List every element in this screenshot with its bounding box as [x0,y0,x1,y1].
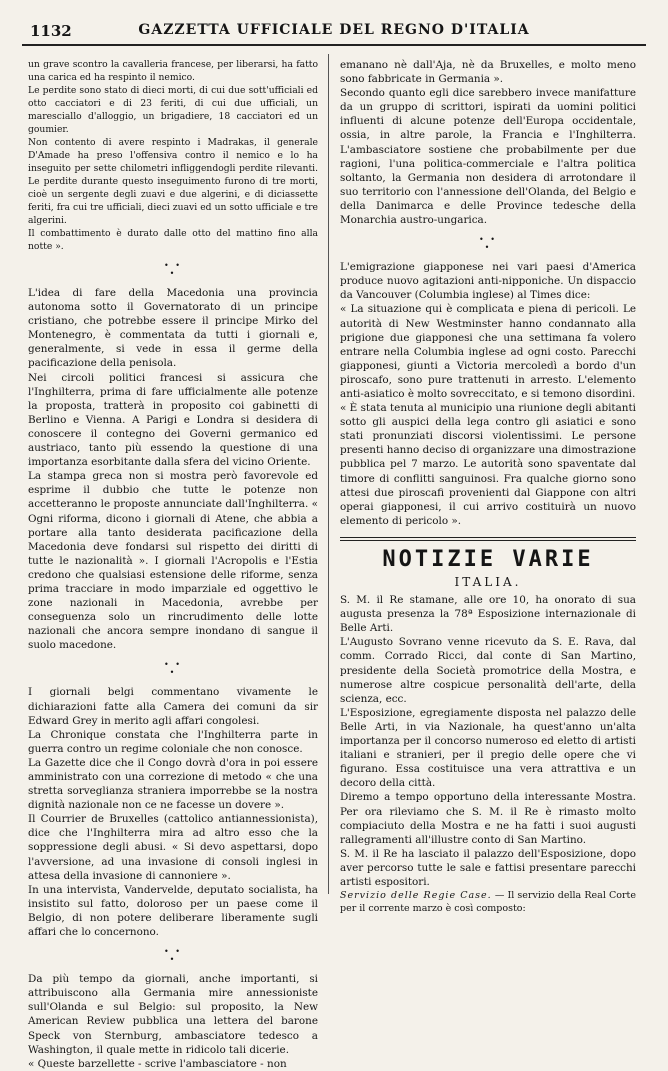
article-paragraph: In una intervista, Vandervelde, deputato socialista, ha insistito sul fatto, doloroso per un paese come il Belgio, di non potere deliberare liberamente sugli affari che lo concernono. [28,883,318,939]
article-paragraph: Da più tempo da giornali, anche importanti, si attribuiscono alla Germania mire annessioniste sull'Olanda e sul Belgio: sul proposito, la New American Review pubblica una lettera del barone Speck von Sternburg, ambasciatore tedesco a Washington, il quale mette in ridicolo tali dicerie. [28,973,318,1056]
article-paragraph: I giornali belgi commentano vivamente le dichiarazioni fatte alla Camera dei comuni da sir Edward Grey in merito agli affari congolesi. [28,686,318,727]
article-paragraph: Il Courrier de Bruxelles (cattolico antiannessionista), dice che l'Inghilterra mira ad altro esso che la soppressione degli abusi. « Si devo aspettarsi, dopo l'avversione, ad una invasione di consoli inglesi in attesa della invasione di cannoniere ». [28,813,318,882]
article-paragraph: Non contento di avere respinto i Madrakas, il generale D'Amade ha preso l'offensiva contro il nemico e lo ha inseguito per sette chilometri infliggendogli perdite rilevanti. Le perdite durante questo inseguimento furono di tre morti, cioè un sergente degli zuavi e due algerini, e di diciassette feriti, fra cui tre ufficiali, dieci zuavi ed un sotto ufficiale e tre algerini. [28,137,318,226]
section-separator: • • • [479,235,497,253]
article-paragraph: « La situazione qui è complicata e piena di pericoli. Le autorità di New Westminster hanno condannato alla prigione due giapponesi che una settimana fa volero entrare nella Columbia inglese ad ogni costo. Parecchi giapponesi, giunti a Victoria mercoledì a bordo d'un piroscafo, sono pure trattenuti in arresto. L'elemento anti-asiatico è molto sovreccitato, e si temono disordini. [340,303,636,400]
article-paragraph: L'emigrazione giapponese nei vari paesi d'America produce nuovo agitazioni anti-nipponiche. Un dispaccio da Vancouver (Columbia inglese) al Times dice: [340,261,636,302]
article-paragraph: Diremo a tempo opportuno della interessante Mostra. Per ora rileviamo che S. M. il Re è rimasto molto compiaciuto della Mostra e ne ha fatti i suoi augusti rallegramenti all'illustre conto di San Martino. [340,791,636,846]
service-text: — Il servizio della Real Corte per il corrente marzo è così composto: [340,890,636,915]
article-paragraph: Nei circoli politici francesi si assicura che l'Inghilterra, prima di fare ufficialmente alle potenze la proposta, tratterà in proposito coi gabinetti di Berlino e Vienna. A Parigi e Londra si desidera di conoscere il contegno dei Governi germanico ed austriaco, tanto più essendo la questione di una importanza esorbitante dalla sfera del vicino Oriente. [28,371,318,469]
article-paragraph: L'Esposizione, egregiamente disposta nel palazzo delle Belle Arti, in via Nazionale, ha quest'anno un'alta importanza per il concorso numeroso ed eletto di artisti italiani e stranieri, per il pregio delle opere che vi figurano. Essa costituisce una vera attrattiva e un decoro della città. [340,706,636,790]
article-paragraph: S. M. il Re stamane, alle ore 10, ha onorato di sua augusta presenza la 78ª Esposizione internazionale di Belle Arti. [340,594,636,635]
right-column [340,58,636,915]
gazette-title: GAZZETTA UFFICIALE DEL REGNO D'ITALIA [138,22,530,38]
article-paragraph: L'Augusto Sovrano venne ricevuto da S. E. Rava, dal comm. Corrado Ricci, dal conte di San Martino, presidente della Società promotrice della Mostra, e numerose altre cospicue personalità dell'arte, della scienza, ecc. [340,636,636,705]
section-title: NOTIZIE VARIE [382,546,594,572]
article-paragraph: Secondo quanto egli dice sarebbero invece manifatture da un gruppo di scrittori, ispirati da uomini politici influenti di alcune potenze dell'Europa occidentale, ossia, in altre parole, la Francia e l'Inghilterra. L'ambasciatore sostiene che probabilmente per due ragioni, l'una politica-commerciale e l'altra politica soltanto, la Germania non desidera di arrotondare il suo territorio con l'annessione dell'Olanda, del Belgio e della Danimarca e delle Province tedesche della Monarchia austro-ungarica. [340,87,636,227]
page-header [22,18,646,46]
article-paragraph: emanano nè dall'Aja, nè da Bruxelles, e molto meno sono fabbricate in Germania ». [340,59,636,86]
article-paragraph: S. M. il Re ha lasciato il palazzo dell'Esposizione, dopo aver percorso tutte le sale e fattisi presentare parecchi artisti espositori. [340,847,636,888]
column-divider [328,54,329,894]
article-paragraph: « Queste barzellette - scrive l'ambasciatore - non [28,1057,287,1070]
service-notice [340,889,636,915]
page-number: 1132 [30,22,72,40]
article-paragraph: La Chronique constata che l'Inghilterra parte in guerra contro un regime coloniale che non conosce. [28,728,318,755]
article-paragraph: Il combattimento è durato dalle otto del mattino fino alla notte ». [28,228,318,252]
article-paragraph: un grave scontro la cavalleria francese, per liberarsi, ha fatto una carica ed ha respinto il nemico. [28,59,318,83]
article-paragraph: La Gazette dice che il Congo dovrà d'ora in poi essere amministrato con una correzione di metodo « che una stretta sorveglianza straniera imporrebbe se la nostra dignità nazionale non ce ne facesse un dovere ». [28,756,318,812]
left-column [28,58,318,1071]
service-header: Servizio delle Regie Case. [340,890,492,902]
section-separator: • • • [164,261,182,278]
subsection-title: ITALIA. [454,575,522,589]
article-paragraph: La stampa greca non si mostra però favorevole ed esprime il dubbio che tutte le potenze non accetteranno le proposte annunciate dall'Inghilterra. « Ogni riforma, dicono i giornali di Atene, che abbia a portare alla tanto desiderata pacificazione della Macedonia deve fondarsi sul rispetto dei diritti di tutte le nazionalità ». I giornali l'Acropolis e l'Estia credono che qualsiasi estensione delle riforme, senza prima tracciare in modo imparziale ed oggettivo le zone nazionali in Macedonia, avrebbe per conseguenza solo un rincrudimento delle lotte nazionali che ancora sempre inondano di sangue il suolo macedone. [28,470,318,652]
section-separator: • • • [164,947,182,965]
section-separator: • • • [164,660,182,678]
article-paragraph: Le perdite sono stato di dieci morti, di cui due sott'ufficiali ed otto cacciatori e di 23 feriti, di cui due ufficiali, un maresciallo d'alloggio, un brigadiere, 18 cacciatori ed un goumier. [28,85,318,135]
article-paragraph: L'idea di fare della Macedonia una provincia autonoma sotto il Governatorato di un principe cristiano, che potrebbe essere il principe Mirko del Montenegro, è commentata da tutti i giornali e, generalmente, si vede in essa il germe della pacificazione della penisola. [28,287,318,370]
section-rule [340,537,636,541]
article-paragraph: « È stata tenuta al municipio una riunione degli abitanti sotto gli auspici della lega contro gli asiatici e sono stati pronunziati discorsi violentissimi. Le persone presenti hanno deciso di organizzare una dimostrazione pubblica pel 7 marzo. Le autorità sono spaventate dal timore di conflitti sanguinosi. Fra qualche giorno sono attesi due piroscafi provenienti dal Giappone con altri operai giapponesi, il cui arrivo costituirà un nuovo elemento di pericolo ». [340,402,636,527]
